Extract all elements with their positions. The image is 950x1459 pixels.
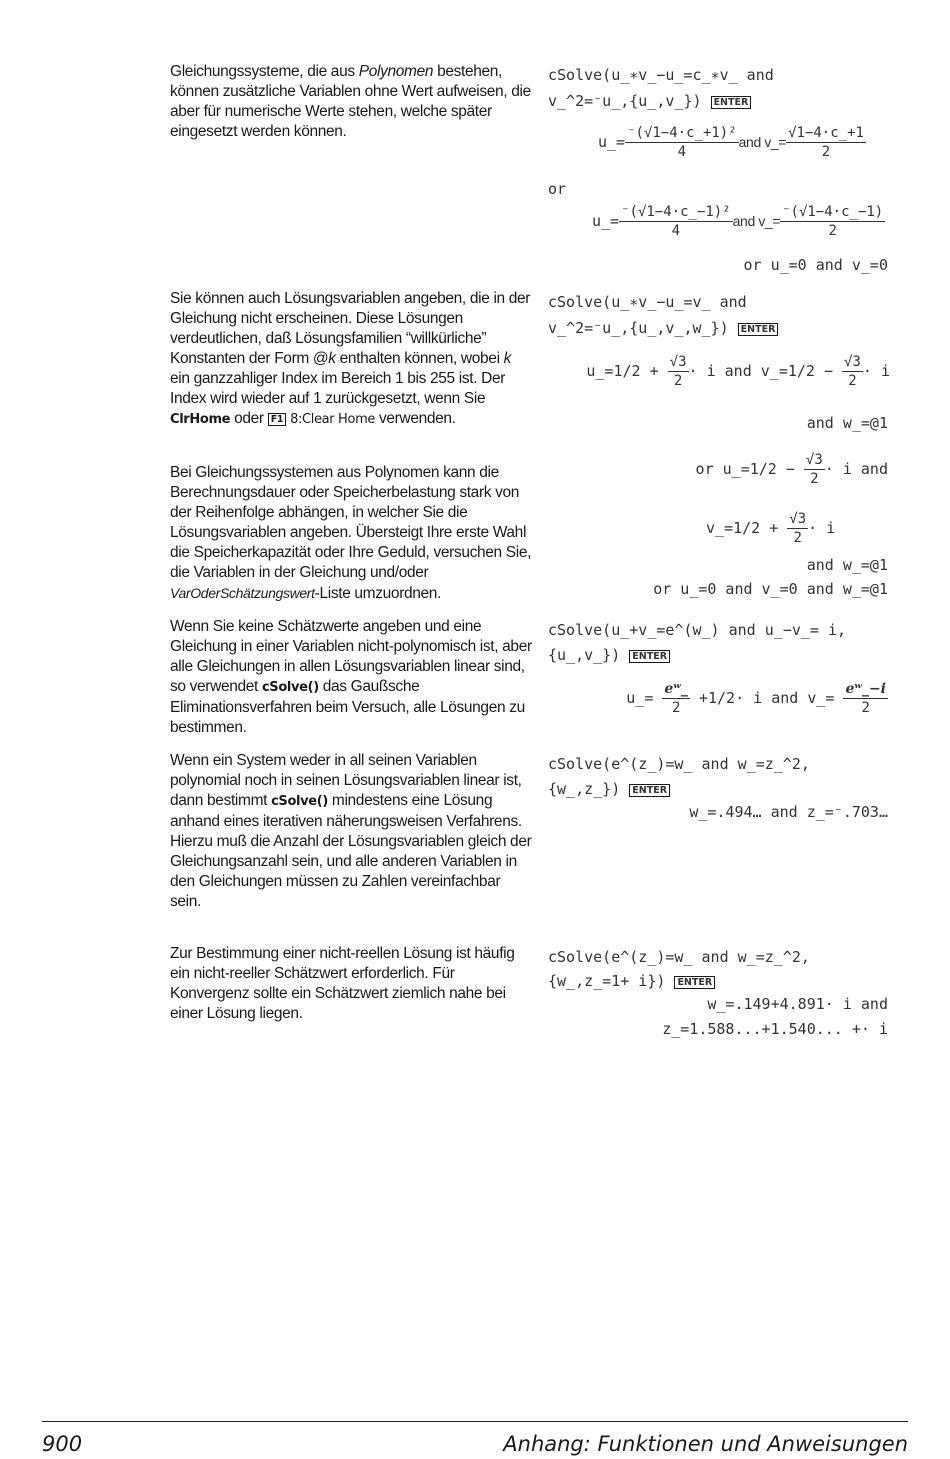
fraction bbox=[668, 353, 689, 390]
denominator: 4 bbox=[671, 223, 681, 239]
denominator: 2 bbox=[673, 373, 683, 389]
example-5-input-line-2 bbox=[548, 968, 715, 994]
example-1-result-2 bbox=[592, 203, 885, 240]
emphasis: VarOderSchätzungswert bbox=[170, 585, 315, 601]
numerator: √3 bbox=[789, 511, 807, 527]
example-1-input-line-2 bbox=[548, 88, 751, 114]
example-1-result-3: or u_=0 and v_=0 bbox=[743, 256, 888, 274]
text: bestehen, können zusätzliche Variablen ohne Wert aufweisen, die aber für numerische Werte stehen, welche später eingesetzt werden können. bbox=[170, 63, 531, 140]
emphasis: Polynomen bbox=[358, 63, 434, 80]
text: das Gaußsche Eliminationsverfahren beim Versuch, alle Lösungen zu bestimmen. bbox=[170, 678, 525, 736]
text: oder bbox=[230, 410, 268, 427]
text: Bei Gleichungssystemen aus Polynomen kann die Berechnungsdauer oder Speicherbelastung stark von der Reihenfolge abhängen, in welcher Sie die Lösungsvariablen angeben. Übersteigt Ihre erste Wahl die Speicherkapazität oder Ihre Geduld, versuchen Sie, die Variablen in der Gleichung und/oder bbox=[170, 464, 532, 581]
paragraph-computation-order bbox=[170, 463, 532, 604]
command-name: cSolve() bbox=[261, 680, 319, 695]
enter-key-icon: ENTER bbox=[711, 96, 752, 109]
fraction bbox=[804, 451, 825, 488]
code-text: u_= bbox=[626, 689, 663, 707]
example-3-result bbox=[626, 680, 888, 717]
example-1-input-line-1: cSolve(u_∗v_−u_=c_∗v_ and bbox=[548, 66, 774, 84]
text: Zur Bestimmung einer nicht-reellen Lösung ist häufig ein nicht-reeller Schätzwert erforderlich. Für Konvergenz sollte ein Schätzwert ziemlich nahe bei einer Lösung liegen. bbox=[170, 945, 515, 1022]
numerator: √3 bbox=[669, 354, 687, 370]
code-text: · i bbox=[862, 362, 890, 380]
fraction bbox=[843, 680, 888, 717]
text: Sie können auch Lösungsvariablen angeben, die in der Gleichung nicht erscheinen. Diese Lösungen verdeutlichen, daß Lösungsfamilien “willkürliche” Konstanten der Form @ bbox=[170, 290, 531, 367]
enter-key-icon: ENTER bbox=[674, 976, 715, 989]
numerator: eʷ_ bbox=[664, 681, 688, 697]
example-2-result-2: and w_=@1 bbox=[806, 414, 888, 432]
emphasis: k bbox=[328, 350, 336, 367]
denominator: 2 bbox=[810, 471, 819, 487]
denominator: 2 bbox=[828, 223, 837, 239]
numerator: √3 bbox=[844, 354, 861, 370]
example-2-result-6: or u_=0 and v_=0 and w_=@1 bbox=[653, 580, 888, 598]
code-text: · i bbox=[808, 519, 836, 537]
example-5-input-line-1: cSolve(e^(z_)=w_ and w_=z_^2, bbox=[548, 948, 810, 966]
example-1-or: or bbox=[548, 180, 567, 198]
code-text: · i and bbox=[824, 460, 888, 478]
fraction bbox=[780, 203, 885, 240]
text: Gleichungssysteme, die aus bbox=[170, 63, 359, 80]
enter-key-icon: ENTER bbox=[629, 650, 670, 663]
denominator: 2 bbox=[793, 530, 802, 546]
denominator: 2 bbox=[861, 700, 870, 716]
paragraph-solution-variables bbox=[170, 289, 532, 430]
code-text: or u_=1/2 − bbox=[695, 460, 804, 478]
menu-item-name: 8:Clear Home bbox=[290, 412, 376, 427]
code-text: and v_= bbox=[738, 134, 787, 150]
example-5-result-2: z_=1.588...+1.540... +· i bbox=[662, 1020, 888, 1038]
footer-title: Anhang: Funktionen und Anweisungen bbox=[503, 1432, 908, 1456]
text: mindestens eine Lösung anhand eines iterativen näherungsweisen Verfahrens. Hierzu muß die Anzahl der Lösungsvariablen gleich der Gleichungsanzahl sein, und alle anderen Variablen in den Gleichungen müssen zu Zahlen vereinfachbar sein. bbox=[170, 792, 532, 910]
text: enthalten können, wobei bbox=[335, 350, 504, 367]
code-text: u_= bbox=[598, 133, 626, 151]
code-text: {w_,z_=1+ i}) bbox=[548, 972, 666, 990]
text: verwenden. bbox=[375, 410, 456, 427]
code-text: {w_,z_}) bbox=[548, 780, 621, 798]
denominator: 4 bbox=[677, 144, 687, 160]
fraction bbox=[786, 124, 866, 161]
code-text: v_^2=⁻u_,{u_,v_}) bbox=[548, 92, 702, 110]
fraction bbox=[625, 124, 739, 161]
example-4-input-line-1: cSolve(e^(z_)=w_ and w_=z_^2, bbox=[548, 755, 810, 773]
denominator: 2 bbox=[848, 373, 857, 389]
code-text: v_=1/2 + bbox=[706, 519, 788, 537]
text: ein ganzzahliger Index im Bereich 1 bis 255 ist. Der Index wird wieder auf 1 zurückgesetzt, wenn Sie bbox=[170, 370, 506, 407]
command-name: cSolve() bbox=[271, 794, 328, 809]
command-name: ClrHome bbox=[170, 412, 231, 427]
code-text: {u_,v_}) bbox=[548, 646, 621, 664]
example-4-result: w_=.494… and z_=⁻.703… bbox=[689, 803, 888, 821]
paragraph-iterative-method bbox=[170, 751, 532, 912]
text: -Liste umzuordnen. bbox=[314, 585, 442, 602]
page-number: 900 bbox=[42, 1432, 83, 1456]
example-4-input-line-2 bbox=[548, 776, 670, 802]
code-text: v_^2=⁻u_,{u_,v_,w_}) bbox=[548, 319, 729, 337]
code-text: u_= bbox=[592, 212, 620, 230]
fraction bbox=[662, 680, 690, 717]
numerator: √3 bbox=[805, 452, 823, 468]
numerator: ⁻(√1−4·c_−1)² bbox=[621, 204, 731, 220]
footer-divider bbox=[42, 1421, 908, 1422]
numerator: eʷ_−i bbox=[845, 681, 886, 697]
example-2-input-line-2 bbox=[548, 315, 778, 341]
example-2-result-1 bbox=[586, 353, 890, 390]
code-text: and v_= bbox=[732, 213, 781, 229]
example-2-result-5: and w_=@1 bbox=[806, 556, 888, 574]
numerator: ⁻(√1−4·c_+1)² bbox=[627, 125, 737, 141]
text: Wenn ein System weder in all seinen Variablen polynomial noch in seinen Lösungsvariablen linear ist, dann bestimmt bbox=[170, 752, 522, 809]
paragraph-gaussian-elimination bbox=[170, 617, 532, 738]
code-text: · i and v_=1/2 − bbox=[688, 362, 843, 380]
enter-key-icon: ENTER bbox=[629, 784, 670, 797]
numerator: ⁻(√1−4·c_−1) bbox=[782, 204, 884, 220]
numerator: √1−4·c_+1 bbox=[788, 125, 864, 141]
example-5-result-1: w_=.149+4.891· i and bbox=[707, 995, 888, 1013]
fraction bbox=[787, 510, 808, 547]
example-3-input-line-2 bbox=[548, 642, 670, 668]
example-2-result-4 bbox=[706, 510, 835, 547]
emphasis: k bbox=[503, 350, 512, 367]
fraction bbox=[619, 203, 733, 240]
example-3-input-line-1: cSolve(u_+v_=e^(w_) and u_−v_= i, bbox=[548, 621, 847, 639]
example-2-result-3 bbox=[696, 451, 888, 488]
example-1-result-1 bbox=[598, 124, 866, 161]
code-text: +1/2· i and v_= bbox=[689, 689, 844, 707]
code-text: u_=1/2 + bbox=[586, 362, 668, 380]
paragraph-non-real-guess bbox=[170, 944, 532, 1024]
example-2-input-line-1: cSolve(u_∗v_−u_=v_ and bbox=[548, 293, 747, 311]
text: Wenn Sie keine Schätzwerte angeben und eine Gleichung in einer Variablen nicht-polynomisch ist, aber alle Gleichungen in allen Lösungsvariablen linear sind, so verwendet bbox=[170, 618, 532, 695]
enter-key-icon: ENTER bbox=[738, 323, 779, 336]
paragraph-polynomial-systems bbox=[170, 62, 532, 142]
f1-key-icon: F1 bbox=[268, 413, 286, 426]
denominator: 2 bbox=[671, 700, 681, 716]
fraction bbox=[842, 353, 863, 390]
denominator: 2 bbox=[821, 144, 831, 160]
